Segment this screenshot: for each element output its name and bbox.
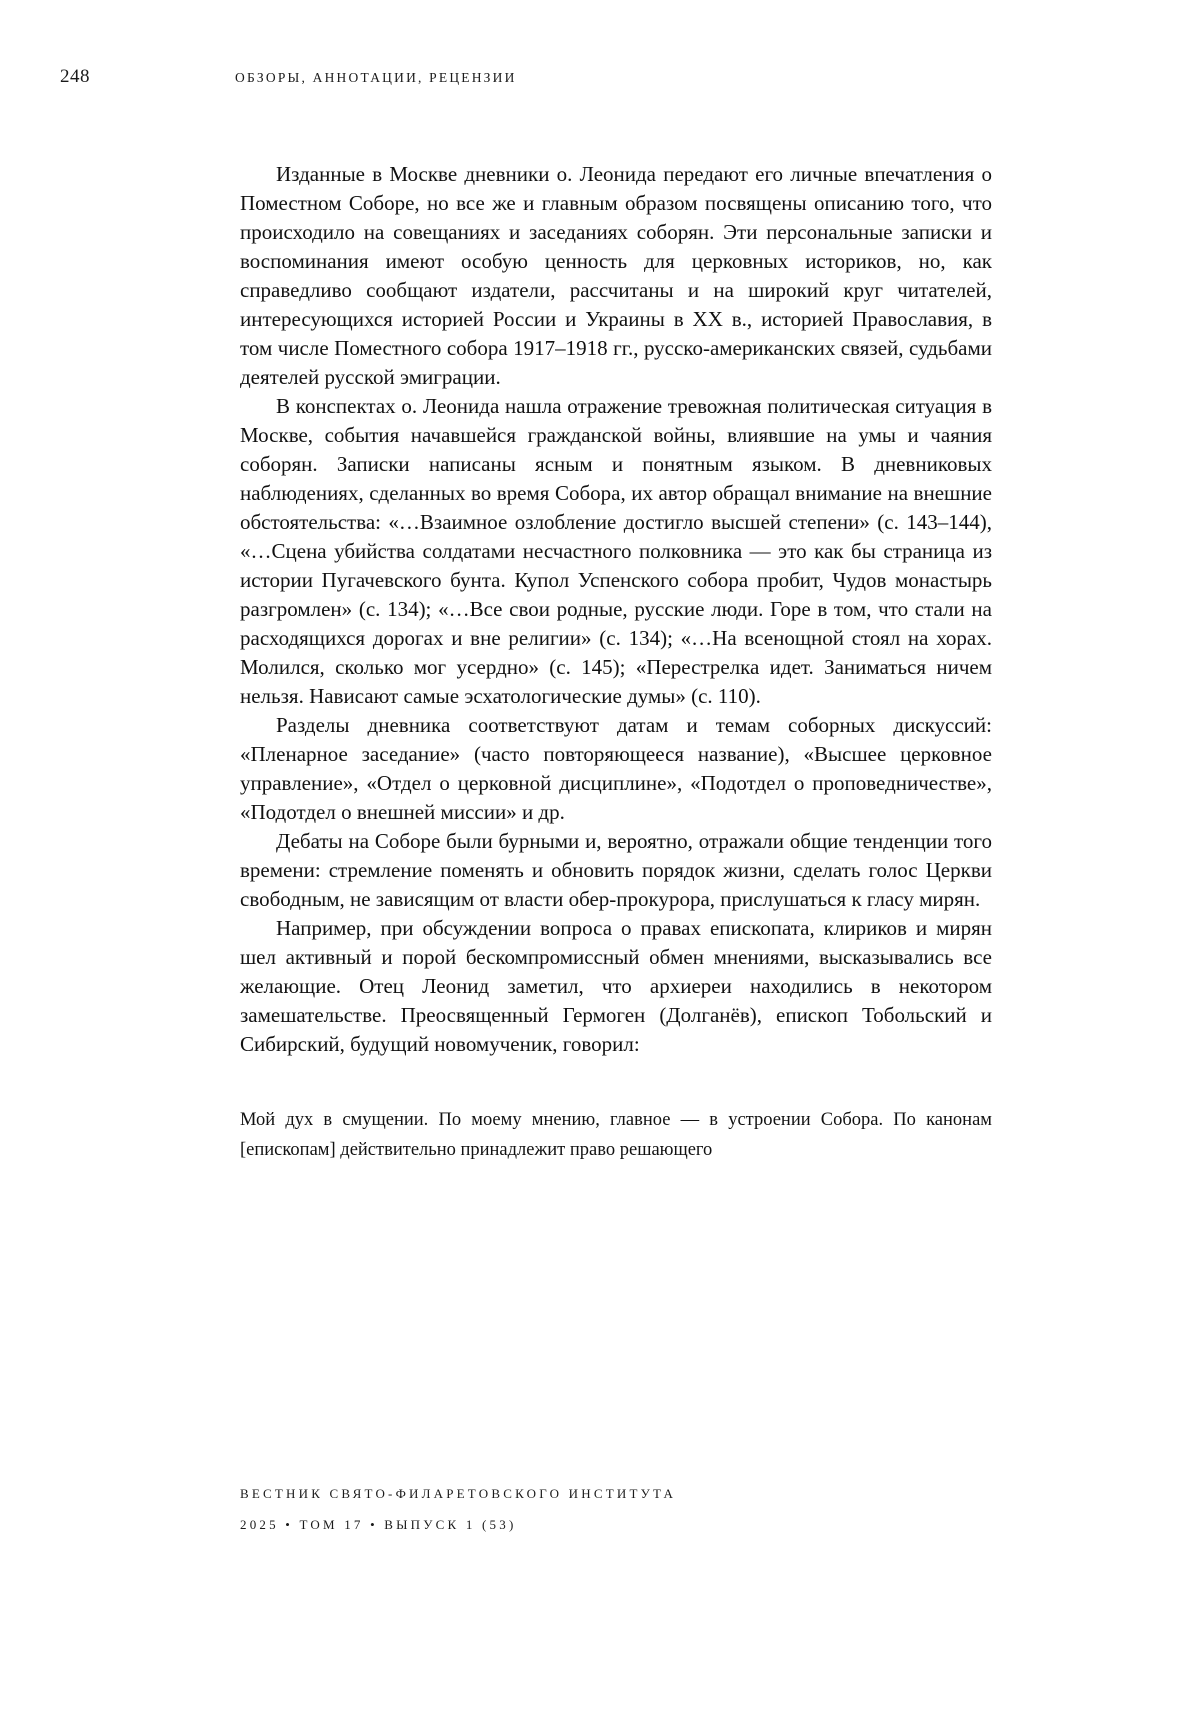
paragraph-3: Разделы дневника соответствуют датам и темам соборных дискуссий: «Пленарное заседание» (часто повторяющееся название), «Высшее церковное управление», «Отдел о церковной дисциплине», «Подотдел о проповедничестве», «Подотдел о внешней миссии» и др.	[240, 713, 992, 824]
running-head: ОБЗОРЫ, АННОТАЦИИ, РЕЦЕНЗИИ	[235, 70, 517, 85]
paragraph-1: Изданные в Москве дневники о. Леонида передают его личные впечатления о Поместном Соборе, но все же и главным образом посвящены описанию того, что происходило на совещаниях и заседаниях соборян. Эти персональные записки и воспоминания имеют особую ценность для церковных историков, но, как справедливо сообщают издатели, рассчитаны и на широкий круг читателей, интересующихся историей России и Украины в XX в., историей Православия, в том числе Поместного собора 1917–1918 гг., русско-американских связей, судьбами деятелей русской эмиграции.	[240, 162, 992, 389]
page-header	[60, 66, 1140, 92]
issue-info: 2025 • ТОМ 17 • ВЫПУСК 1 (53)	[240, 1517, 517, 1532]
page-footer	[240, 1478, 1000, 1540]
paragraph-4: Дебаты на Соборе были бурными и, вероятно, отражали общие тенденции того времени: стремление поменять и обновить порядок жизни, сделать голос Церкви свободным, не зависящим от власти обер-прокурора, прислушаться к гласу мирян.	[240, 829, 992, 911]
article-body	[240, 160, 992, 1165]
journal-title: ВЕСТНИК СВЯТО-ФИЛАРЕТОВСКОГО ИНСТИТУТА	[240, 1486, 677, 1501]
page-number: 248	[60, 66, 90, 87]
paragraph-2: В конспектах о. Леонида нашла отражение тревожная политическая ситуация в Москве, события начавшейся гражданской войны, влиявшие на умы и чаяния соборян. Записки написаны ясным и понятным языком. В дневниковых наблюдениях, сделанных во время Собора, их автор обращал внимание на внешние обстоятельства: «…Взаимное озлобление достигло высшей степени» (с. 143–144), «…Сцена убийства солдатами несчастного полковника — это как бы страница из истории Пугачевского бунта. Купол Успенского собора пробит, Чудов монастырь разгромлен» (с. 134); «…Все свои родные, русские люди. Горе в том, что стали на расходящихся дорогах и вне религии» (с. 134); «…На всенощной стоял на хорах. Молился, сколько мог усердно» (с. 145); «Перестрелка идет. Заниматься ничем нельзя. Нависают самые эсхатологические думы» (с. 110).	[240, 394, 992, 708]
block-quote: Мой дух в смущении. По моему мнению, главное — в устроении Собора. По канонам [епископам] действительно принадлежит право решающего	[240, 1110, 992, 1160]
paragraph-5: Например, при обсуждении вопроса о правах епископата, клириков и мирян шел активный и порой бескомпромиссный обмен мнениями, высказывались все желающие. Отец Леонид заметил, что архиереи находились в некотором замешательстве. Преосвященный Гермоген (Долганёв), епископ Тобольский и Сибирский, будущий новомученик, говорил:	[240, 916, 992, 1056]
